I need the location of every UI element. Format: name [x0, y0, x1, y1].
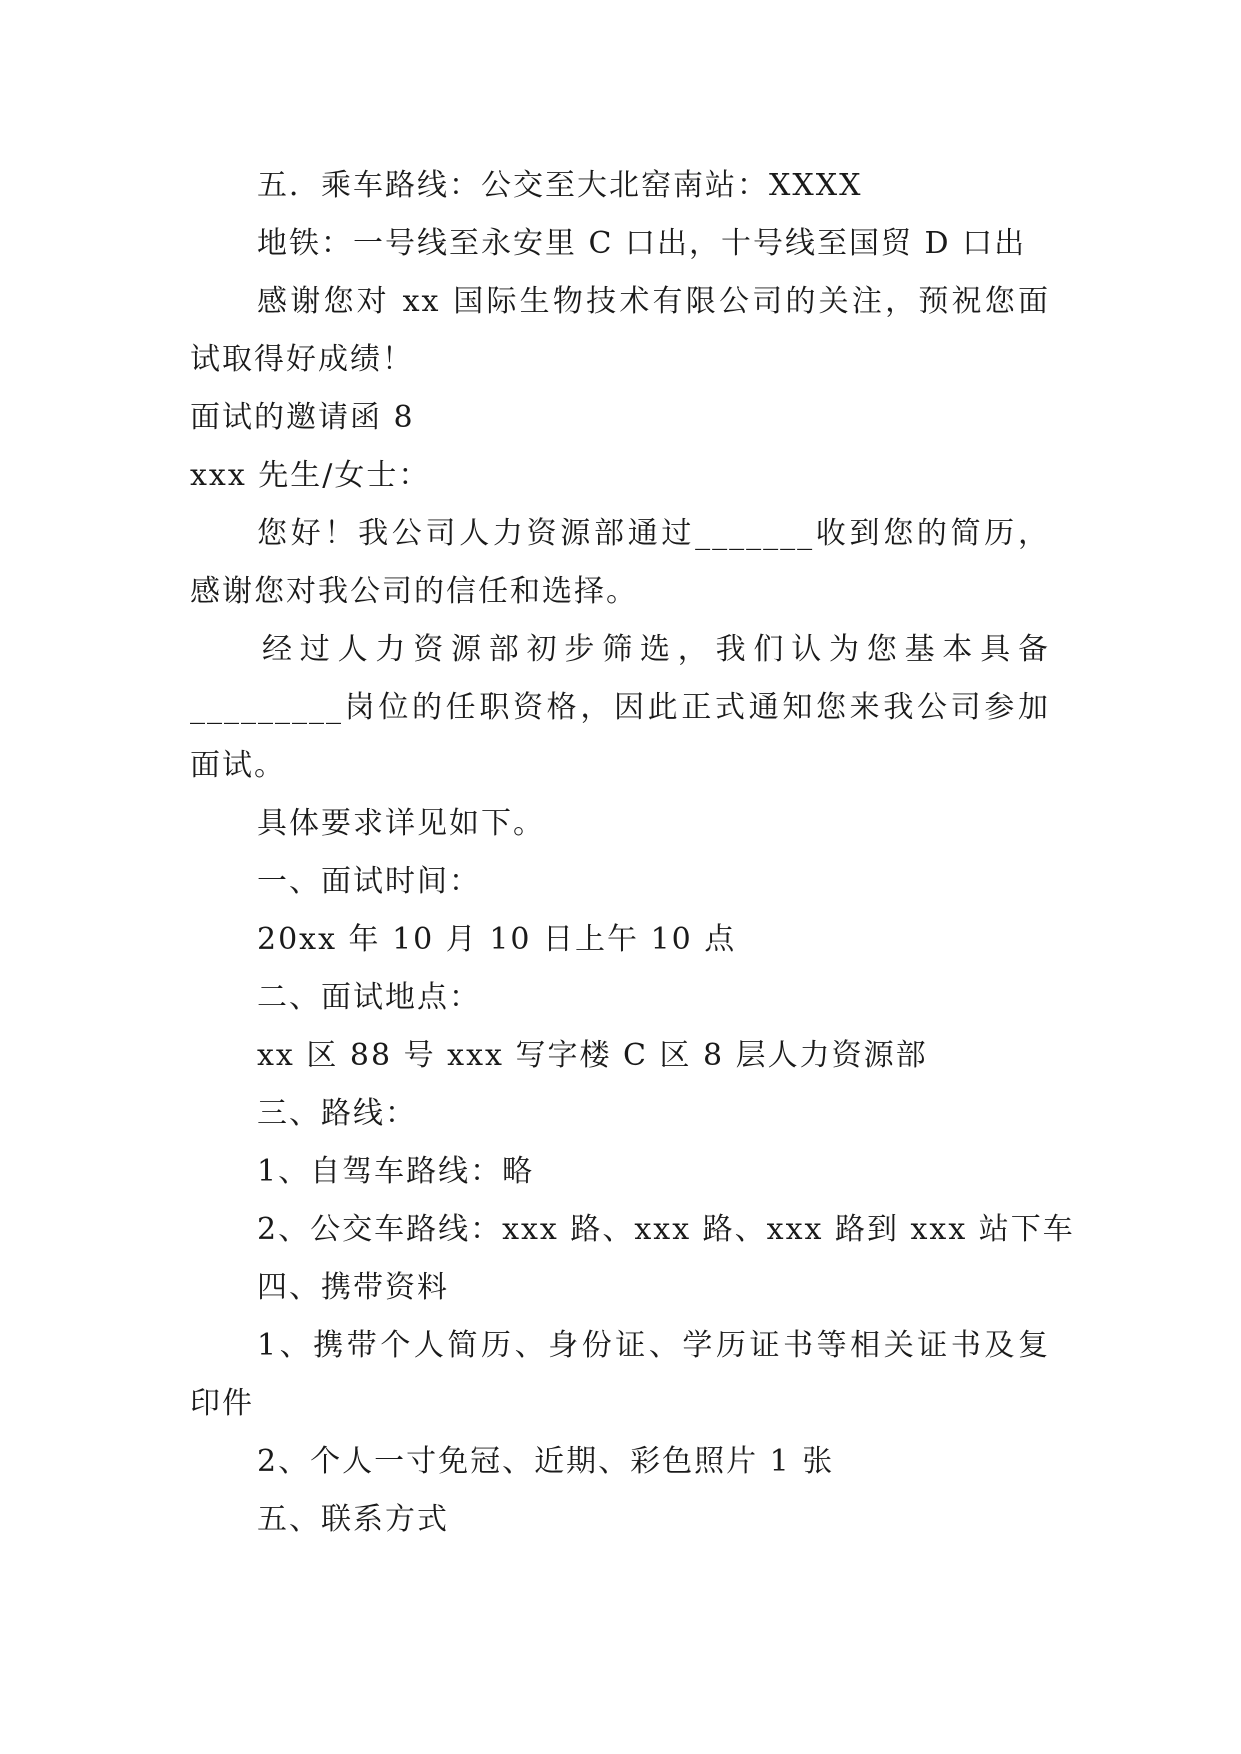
driving-route: 1、自驾车路线：略 [257, 1154, 535, 1189]
bus-route: 2、公交车路线：xxx 路、xxx 路、xxx 路到 xxx 站下车 [257, 1212, 1075, 1247]
greeting-paragraph-line-2: 感谢您对我公司的信任和选择。 [190, 574, 638, 609]
salutation: xxx 先生/女士： [190, 458, 431, 493]
interview-location-heading: 二、面试地点： [257, 980, 481, 1015]
requirements-intro: 具体要求详见如下。 [257, 806, 545, 841]
greeting-paragraph-line-1: 您好！我公司人力资源部通过_______收到您的简历， [257, 516, 1050, 551]
materials-item-1-line-2: 印件 [190, 1386, 254, 1421]
materials-item-1-line-1: 1、携带个人简历、身份证、学历证书等相关证书及复 [257, 1328, 1050, 1363]
interview-time-value: 20xx 年 10 月 10 日上午 10 点 [257, 922, 737, 957]
interview-time-heading: 一、面试时间： [257, 864, 481, 899]
route-section-heading: 三、路线： [257, 1096, 417, 1131]
thanks-paragraph-line-1: 感谢您对 xx 国际生物技术有限公司的关注，预祝您面 [257, 284, 1050, 319]
interview-location-value: xx 区 88 号 xxx 写字楼 C 区 8 层人力资源部 [257, 1038, 928, 1073]
section-title: 面试的邀请函 8 [190, 400, 415, 435]
screening-paragraph-line-1: 经过人力资源部初步筛选，我们认为您基本具备 [262, 632, 1050, 667]
subway-route: 地铁：一号线至永安里 C 口出，十号线至国贸 D 口出 [257, 226, 1027, 261]
thanks-paragraph-line-2: 试取得好成绩！ [190, 342, 414, 377]
materials-heading: 四、携带资料 [257, 1270, 449, 1305]
materials-item-2: 2、个人一寸免冠、近期、彩色照片 1 张 [257, 1444, 835, 1479]
screening-paragraph-line-3: 面试。 [190, 748, 286, 783]
route-heading: 五．乘车路线：公交至大北窑南站：XXXX [257, 168, 863, 203]
contact-heading: 五、联系方式 [257, 1502, 449, 1537]
screening-paragraph-line-2: _________岗位的任职资格，因此正式通知您来我公司参加 [190, 690, 1050, 725]
